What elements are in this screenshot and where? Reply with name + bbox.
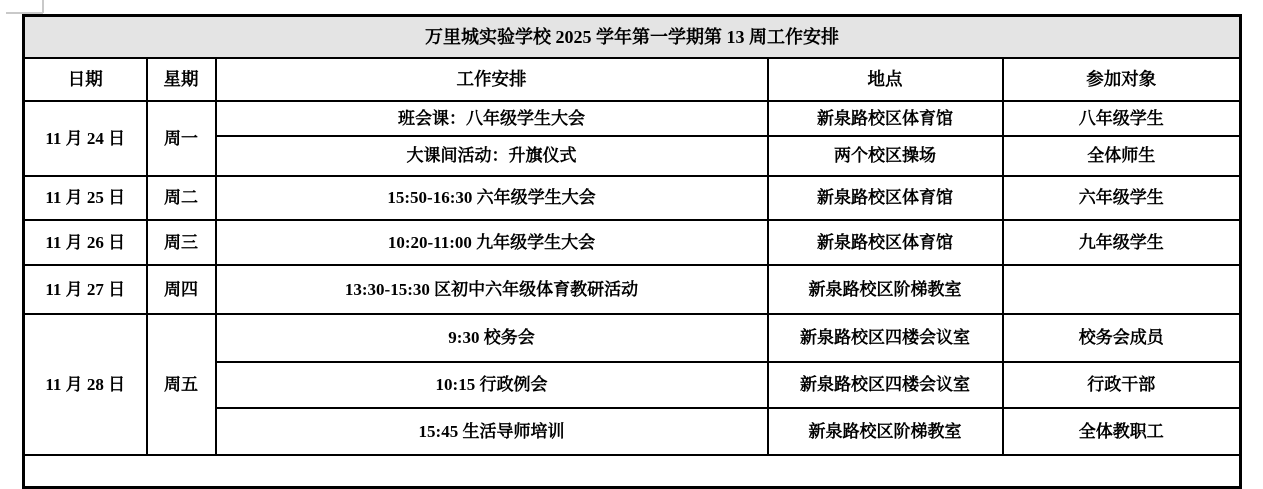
date-cell: 11 月 25 日 xyxy=(24,176,147,220)
location-cell: 新泉路校区阶梯教室 xyxy=(768,265,1003,314)
date-cell: 11 月 28 日 xyxy=(24,314,147,455)
participants-cell: 六年级学生 xyxy=(1003,176,1241,220)
participants-cell: 校务会成员 xyxy=(1003,314,1241,362)
participants-cell: 八年级学生 xyxy=(1003,101,1241,136)
task-cell: 15:50-16:30 六年级学生大会 xyxy=(216,176,768,220)
empty-cell xyxy=(24,455,1241,488)
participants-cell: 全体师生 xyxy=(1003,136,1241,176)
col-header-weekday: 星期 xyxy=(147,58,216,101)
location-cell: 两个校区操场 xyxy=(768,136,1003,176)
task-cell: 10:15 行政例会 xyxy=(216,362,768,408)
table-row-partial xyxy=(24,455,1241,488)
task-cell: 15:45 生活导师培训 xyxy=(216,408,768,455)
participants-cell: 行政干部 xyxy=(1003,362,1241,408)
weekday-cell: 周一 xyxy=(147,101,216,176)
col-header-location: 地点 xyxy=(768,58,1003,101)
table-title: 万里城实验学校 2025 学年第一学期第 13 周工作安排 xyxy=(24,16,1241,59)
col-header-date: 日期 xyxy=(24,58,147,101)
table-row xyxy=(24,176,1241,220)
location-cell: 新泉路校区阶梯教室 xyxy=(768,408,1003,455)
task-cell: 大课间活动：升旗仪式 xyxy=(216,136,768,176)
date-cell: 11 月 24 日 xyxy=(24,101,147,176)
participants-cell: 九年级学生 xyxy=(1003,220,1241,265)
task-cell: 10:20-11:00 九年级学生大会 xyxy=(216,220,768,265)
col-header-participants: 参加对象 xyxy=(1003,58,1241,101)
task-cell: 班会课：八年级学生大会 xyxy=(216,101,768,136)
location-cell: 新泉路校区体育馆 xyxy=(768,101,1003,136)
table-row xyxy=(24,265,1241,314)
location-cell: 新泉路校区四楼会议室 xyxy=(768,362,1003,408)
task-cell: 9:30 校务会 xyxy=(216,314,768,362)
location-cell: 新泉路校区体育馆 xyxy=(768,176,1003,220)
col-header-task: 工作安排 xyxy=(216,58,768,101)
location-cell: 新泉路校区四楼会议室 xyxy=(768,314,1003,362)
date-cell: 11 月 27 日 xyxy=(24,265,147,314)
location-cell: 新泉路校区体育馆 xyxy=(768,220,1003,265)
table-header-row xyxy=(24,58,1241,101)
table-row xyxy=(24,314,1241,362)
date-cell: 11 月 26 日 xyxy=(24,220,147,265)
task-cell: 13:30-15:30 区初中六年级体育教研活动 xyxy=(216,265,768,314)
table-title-row xyxy=(24,16,1241,59)
spreadsheet-cell-edge-vertical xyxy=(42,0,44,13)
weekday-cell: 周五 xyxy=(147,314,216,455)
weekday-cell: 周四 xyxy=(147,265,216,314)
weekly-schedule-table xyxy=(22,14,1242,489)
weekday-cell: 周三 xyxy=(147,220,216,265)
table-row xyxy=(24,220,1241,265)
table-row xyxy=(24,101,1241,136)
participants-cell: 全体教职工 xyxy=(1003,408,1241,455)
participants-cell xyxy=(1003,265,1241,314)
weekday-cell: 周二 xyxy=(147,176,216,220)
